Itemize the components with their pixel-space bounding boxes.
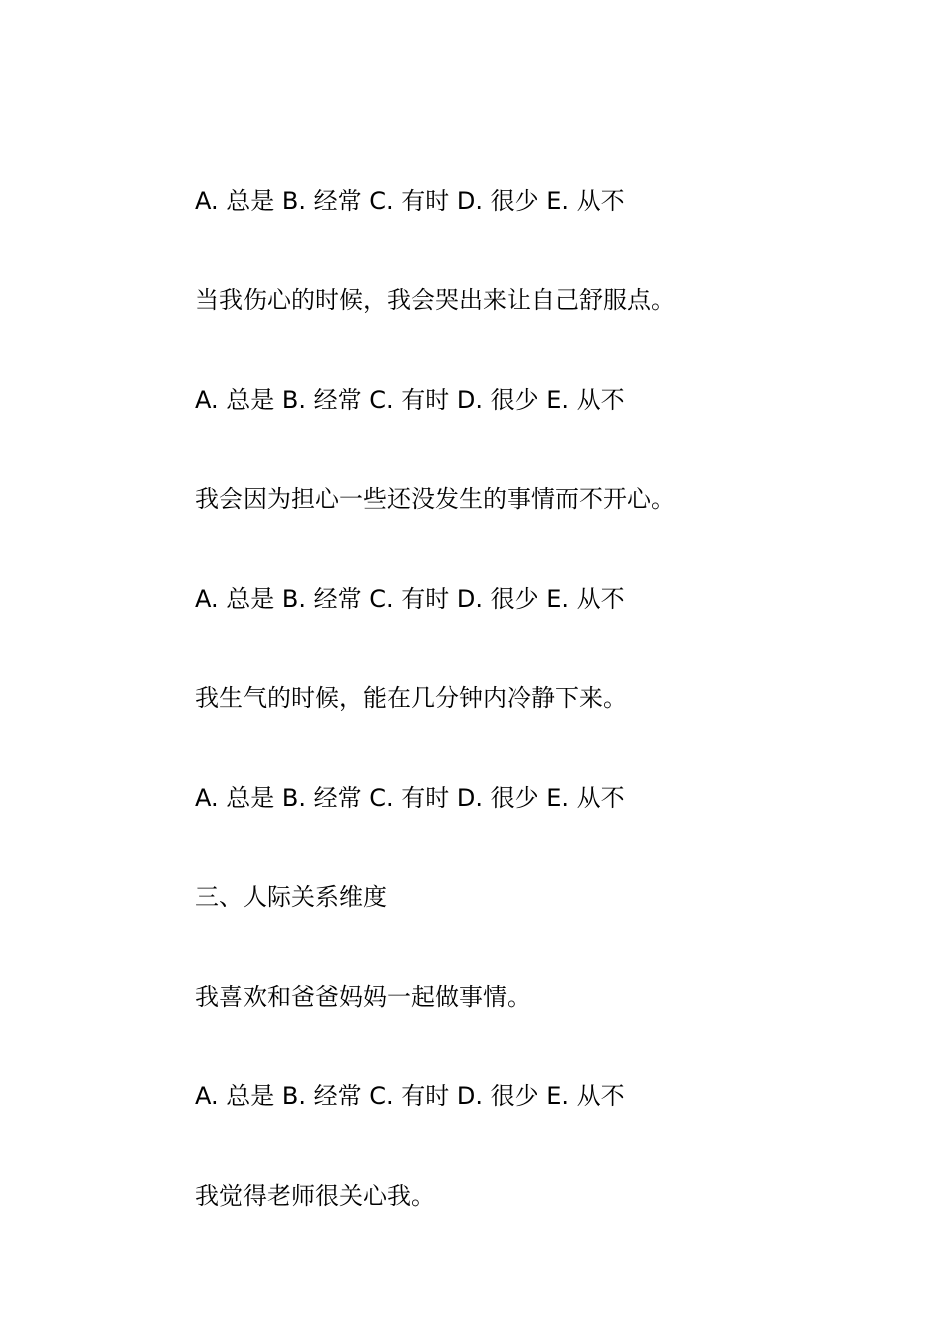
answer-options: A. 总是 B. 经常 C. 有时 D. 很少 E. 从不 — [195, 1082, 625, 1110]
answer-options: A. 总是 B. 经常 C. 有时 D. 很少 E. 从不 — [195, 187, 625, 215]
question-text: 当我伤心的时候，我会哭出来让自己舒服点。 — [195, 286, 675, 314]
question-text: 我喜欢和爸爸妈妈一起做事情。 — [195, 983, 531, 1011]
answer-options: A. 总是 B. 经常 C. 有时 D. 很少 E. 从不 — [195, 386, 625, 414]
question-text: 我生气的时候，能在几分钟内冷静下来。 — [195, 684, 627, 712]
answer-options: A. 总是 B. 经常 C. 有时 D. 很少 E. 从不 — [195, 585, 625, 613]
question-text: 我会因为担心一些还没发生的事情而不开心。 — [195, 485, 675, 513]
question-text: 我觉得老师很关心我。 — [195, 1182, 435, 1210]
answer-options: A. 总是 B. 经常 C. 有时 D. 很少 E. 从不 — [195, 784, 625, 812]
section-heading: 三、人际关系维度 — [195, 883, 387, 911]
